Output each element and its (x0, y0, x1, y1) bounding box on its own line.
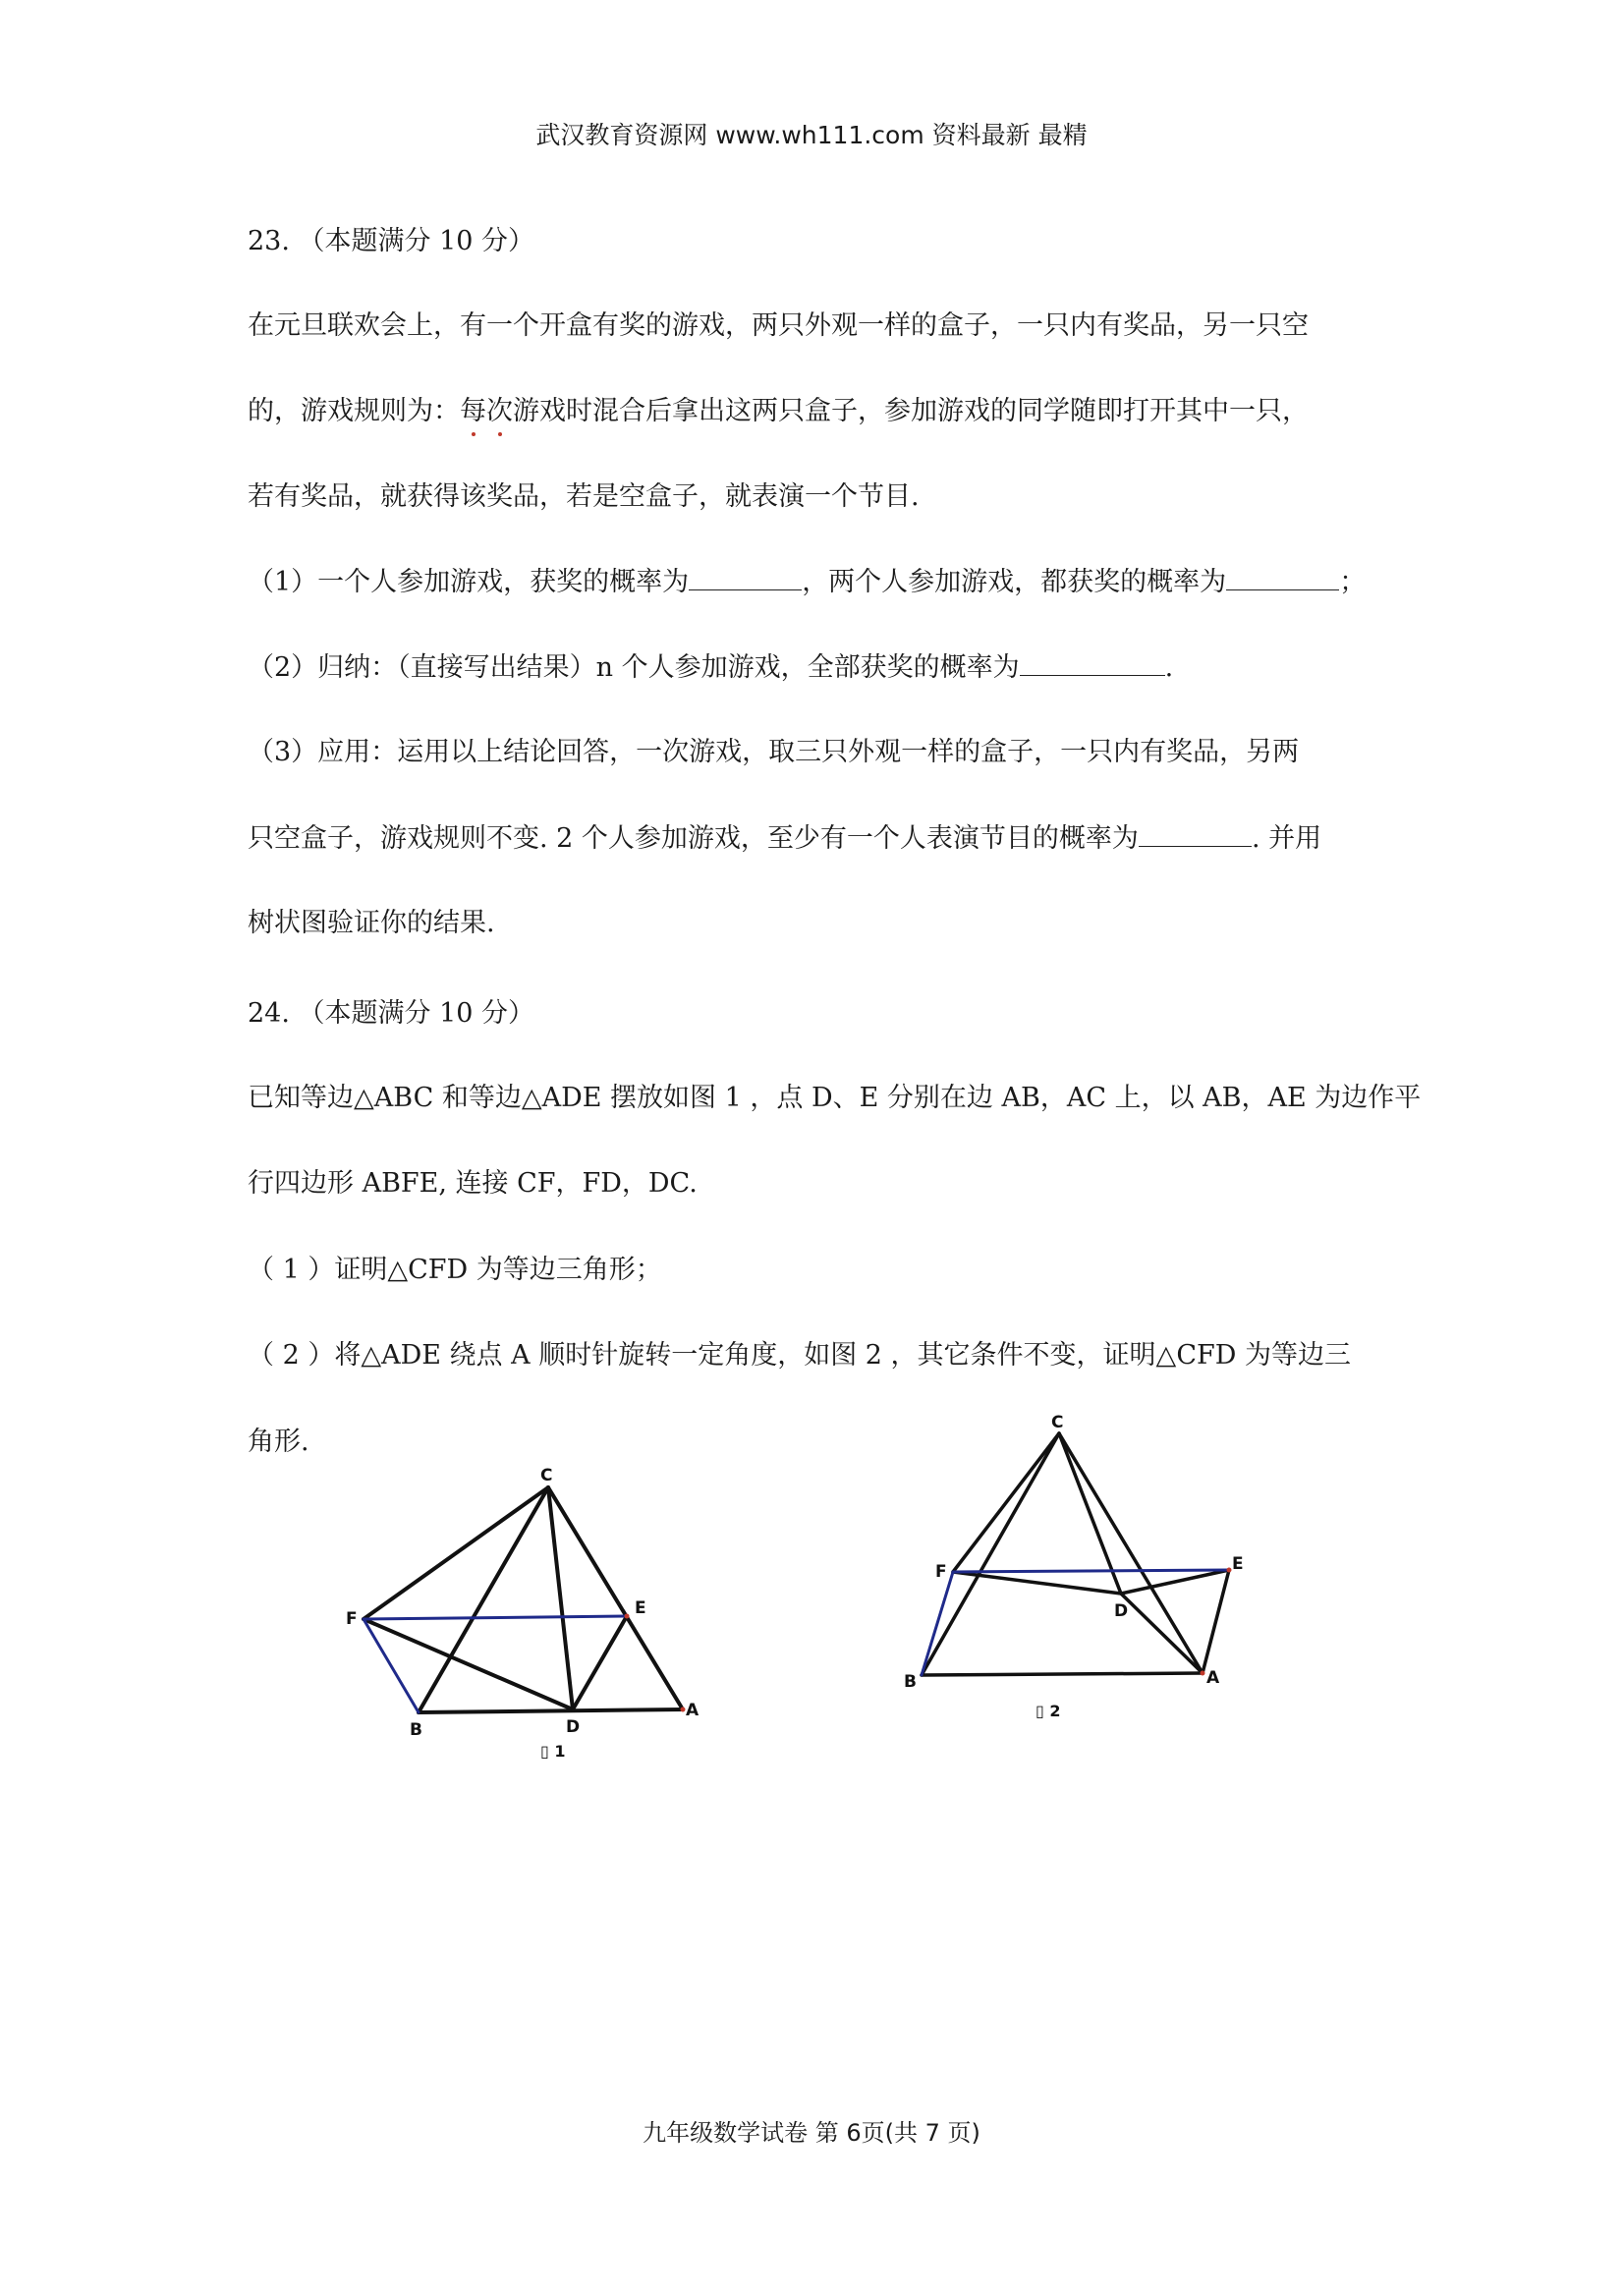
q24-paragraph-line-1: 已知等边△ABC 和等边△ADE 摆放如图 1 ，点 D、E 分别在边 AB，AC 上，以 AB，AE 为边作平 (248, 1083, 1422, 1113)
q23-sub2-text-b: . (1164, 652, 1174, 683)
line-FD (364, 1619, 573, 1709)
label-D: D (1114, 1601, 1129, 1621)
figure-2-caption: ▯ 2 (1035, 1702, 1061, 1720)
q23-sub-2 (248, 649, 1387, 686)
q23-p2-text: 的，游戏规则为： (248, 396, 460, 426)
answer-blank-3[interactable] (1020, 649, 1165, 676)
point-A-marker (681, 1708, 686, 1712)
line-CA (1059, 1433, 1203, 1673)
label-E: E (1232, 1554, 1244, 1574)
q23-sub3-text-b: . 并用 (1251, 823, 1322, 854)
q24-sub-1: （ 1 ）证明△CFD 为等边三角形； (248, 1255, 662, 1285)
line-FE (953, 1570, 1229, 1572)
label-D: D (566, 1717, 581, 1737)
label-B: B (410, 1720, 422, 1740)
label-B: B (904, 1672, 917, 1692)
label-A: A (1206, 1668, 1220, 1688)
q23-paragraph-line-1: 在元旦联欢会上，有一个开盒有奖的游戏，两只外观一样的盒子，一只内有奖品，另一只空 (248, 310, 1309, 341)
page-footer: 九年级数学试卷 第 6页(共 7 页) (643, 2119, 980, 2147)
answer-blank-2[interactable] (1226, 564, 1339, 590)
q24-paragraph-line-2: 行四边形 ABFE, 连接 CF，FD，DC. (248, 1168, 698, 1199)
line-FB (922, 1572, 953, 1675)
q24-sub-2-line-2: 角形. (248, 1427, 309, 1457)
answer-blank-1[interactable] (689, 564, 802, 590)
q23-sub-3-line-3: 树状图验证你的结果. (248, 908, 495, 938)
line-CF (364, 1487, 548, 1619)
q24-sub-2-line-1: （ 2 ）将△ADE 绕点 A 顺时针旋转一定角度，如图 2 ，其它条件不变，证明△CFD 为等边三 (248, 1340, 1351, 1371)
q23-sub3-text-a: 只空盒子，游戏规则不变. 2 个人参加游戏，至少有一个人表演节目的概率为 (248, 823, 1139, 854)
q23-sub2-text-a: （2）归纳：（直接写出结果）n 个人参加游戏，全部获奖的概率为 (248, 652, 1020, 683)
point-E-marker (625, 1614, 630, 1619)
line-BA (922, 1673, 1203, 1675)
line-CB (419, 1487, 548, 1712)
q23-p2-emphasis-2: 次 (486, 396, 513, 426)
line-BA (419, 1709, 683, 1712)
figure-1-svg (334, 1464, 727, 1768)
point-E-marker (1227, 1568, 1232, 1573)
label-E: E (635, 1598, 646, 1618)
line-CF (953, 1433, 1059, 1572)
label-A: A (686, 1701, 700, 1720)
q23-sub1-text-c: ； (1339, 567, 1367, 597)
figure-2-svg (894, 1410, 1258, 1734)
page-header: 武汉教育资源网 www.wh111.com 资料最新 最精 (535, 121, 1088, 149)
label-C: C (540, 1466, 553, 1485)
label-F: F (935, 1562, 947, 1582)
q23-p2-rest: 游戏时混合后拿出这两只盒子，参加游戏的同学随即打开其中一只， (513, 396, 1309, 426)
answer-blank-4[interactable] (1139, 820, 1252, 847)
line-DE (573, 1616, 627, 1709)
q24-title: 24. （本题满分 10 分） (248, 998, 535, 1029)
line-FD (953, 1572, 1121, 1594)
q23-sub1-text-a: （1）一个人参加游戏，获奖的概率为 (248, 567, 690, 597)
q23-title: 23. （本题满分 10 分） (248, 226, 535, 256)
line-AE (1203, 1570, 1229, 1673)
label-F: F (346, 1609, 358, 1629)
line-CB (922, 1433, 1059, 1675)
line-DE (1121, 1570, 1229, 1594)
figure-1 (334, 1464, 727, 1768)
q23-sub1-text-b: ，两个人参加游戏，都获奖的概率为 (802, 567, 1227, 597)
figure-2 (894, 1410, 1258, 1734)
q23-sub-3-line-2 (248, 820, 1387, 857)
q23-paragraph-line-3: 若有奖品，就获得该奖品，若是空盒子，就表演一个节目. (248, 481, 920, 512)
point-A-marker (1201, 1671, 1205, 1676)
q23-sub-1 (248, 564, 1387, 600)
figure-1-caption: ▯ 1 (540, 1742, 566, 1761)
q23-p2-emphasis-1: 每 (460, 396, 486, 426)
q23-paragraph-line-2 (248, 394, 1387, 429)
q23-sub-3-line-1: （3）应用：运用以上结论回答，一次游戏，取三只外观一样的盒子，一只内有奖品，另两 (248, 737, 1300, 767)
label-C: C (1051, 1413, 1064, 1432)
line-FE (364, 1616, 627, 1619)
